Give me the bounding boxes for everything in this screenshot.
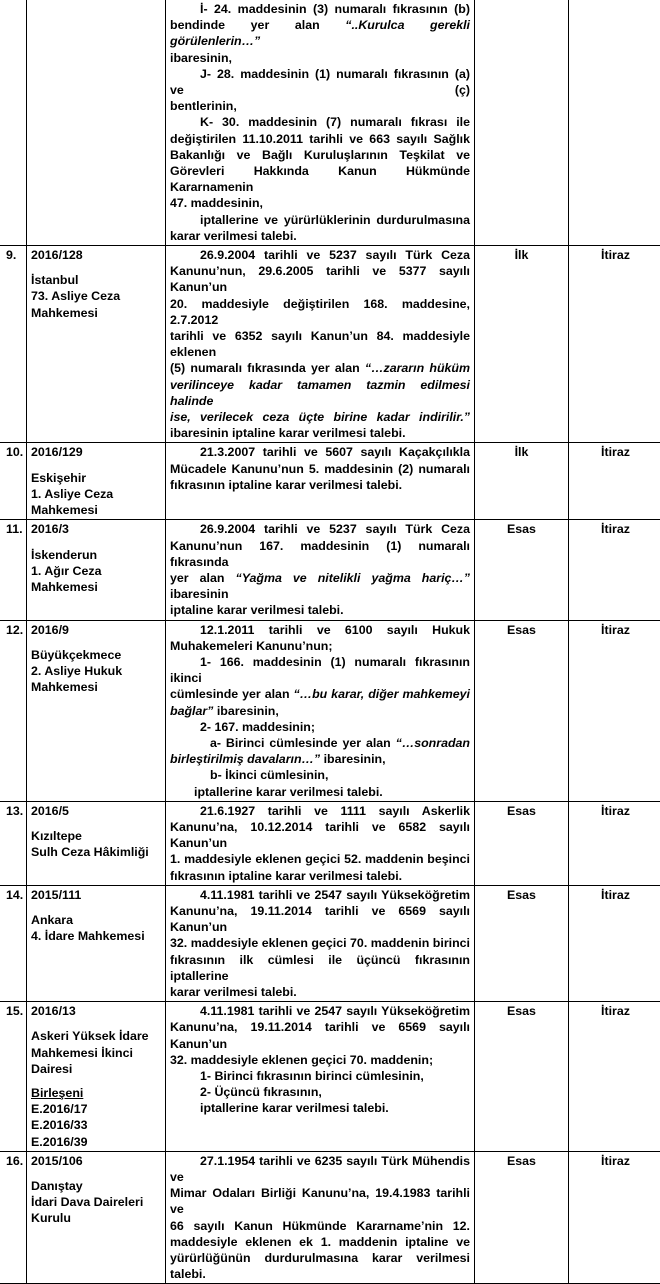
court-line: Mahkemesi (31, 579, 161, 595)
merged-cases (31, 1085, 161, 1150)
court-name (31, 470, 161, 519)
request-text (166, 0, 475, 246)
request-line (170, 784, 470, 800)
request-line (170, 1052, 470, 1068)
case-cell (27, 801, 166, 885)
application-type: İtiraz (569, 1151, 660, 1284)
request-line (170, 1100, 470, 1116)
request-text-part: 12.1.2011 tarihli ve 6100 sayılı Hukuk (200, 623, 470, 637)
request-line (170, 521, 470, 537)
request-text-part: değiştirilen 11.10.2011 tarihli ve 663 sayılı Sağlık (170, 132, 470, 146)
request-text-part: Görevleri Hakkında Kanun Hükmünde Kararnamenin (170, 164, 470, 194)
request-line (170, 66, 470, 98)
court-name (31, 912, 161, 944)
request-text-part: 1- Birinci fıkrasının birinci cümlesinin, (200, 1069, 424, 1083)
request-text-part: 26.9.2004 tarihli ve 5237 sayılı Türk Ceza (200, 248, 470, 262)
request-text (166, 1002, 475, 1152)
request-line (170, 984, 470, 1000)
request-line (170, 887, 470, 903)
case-cell (27, 620, 166, 801)
request-line (170, 247, 470, 263)
request-line (170, 903, 470, 935)
row-number: 15. (0, 1002, 27, 1152)
request-line (170, 851, 470, 867)
request-quote: “…zararın hüküm (365, 361, 470, 375)
request-line (170, 195, 470, 211)
request-text (166, 885, 475, 1001)
request-line (170, 868, 470, 884)
row-number: 11. (0, 520, 27, 620)
request-text-part: 32. maddesiyle eklenen geçici 70. maddenin birinci (170, 936, 470, 950)
case-number: 2016/3 (31, 521, 161, 537)
request-quote: verilinceye kadar tamamen tazmin edilmesi halinde (170, 378, 470, 408)
request-line (170, 703, 470, 719)
request-text-part: Mimar Odaları Birliği Kanunu’na, 19.4.1983 tarihli ve (170, 1186, 470, 1216)
court-name (31, 647, 161, 696)
case-number: 2016/9 (31, 622, 161, 638)
application-type: İtiraz (569, 246, 660, 443)
court-line: 73. Asliye Ceza (31, 288, 161, 304)
request-text-part: iptaline karar verilmesi talebi. (170, 603, 344, 617)
request-line (170, 638, 470, 654)
merged-case-number: E.2016/17 (31, 1101, 161, 1117)
request-quote: “…sonradan (396, 736, 470, 750)
application-type: İtiraz (569, 801, 660, 885)
request-line (170, 50, 470, 66)
case-number: 2016/128 (31, 247, 161, 263)
request-line (170, 686, 470, 702)
request-text-part: 32. maddesiyle eklenen geçici 70. maddenin; (170, 1053, 433, 1067)
table-row (0, 246, 660, 443)
table-row (0, 1002, 660, 1152)
court-name (31, 1028, 161, 1077)
case-cell (27, 1151, 166, 1284)
request-line (170, 1068, 470, 1084)
review-stage: Esas (475, 1002, 569, 1152)
case-number: 2016/13 (31, 1003, 161, 1019)
merged-case-number: E.2016/39 (31, 1134, 161, 1150)
table-row (0, 443, 660, 520)
request-line (170, 328, 470, 360)
request-line (170, 1, 470, 17)
request-text-part: 27.1.1954 tarihli ve 6235 sayılı Türk Mühendis ve (170, 1154, 470, 1184)
court-line: Danıştay (31, 1178, 161, 1194)
request-text-part: 26.9.2004 tarihli ve 5237 sayılı Türk Ceza (200, 522, 470, 536)
merged-case-number: E.2016/33 (31, 1117, 161, 1133)
request-line (170, 751, 470, 767)
court-line: Ankara (31, 912, 161, 928)
request-text (166, 520, 475, 620)
request-text-part: 4.11.1981 tarihli ve 2547 sayılı Yükseköğretim (200, 888, 470, 902)
request-line (170, 1250, 470, 1282)
table-row (0, 620, 660, 801)
table-row (0, 0, 660, 246)
request-text-part: Bakanlığı ve Bağlı Kuruluşlarının Teşkilat ve (170, 148, 470, 162)
request-line (170, 296, 470, 328)
request-quote: birleştirilmiş davaların…” (170, 752, 320, 766)
row-number: 13. (0, 801, 27, 885)
request-text (166, 801, 475, 885)
request-line (170, 1185, 470, 1217)
court-line: İskenderun (31, 547, 161, 563)
request-text-part: iptallerine karar verilmesi talebi. (200, 1101, 389, 1115)
court-line: Mahkemesi (31, 305, 161, 321)
application-type: İtiraz (569, 885, 660, 1001)
request-line (170, 1153, 470, 1185)
table-row (0, 885, 660, 1001)
application-type: İtiraz (569, 620, 660, 801)
review-stage (475, 0, 569, 246)
request-line (170, 17, 470, 49)
request-text-part: Kanunu’nun, 29.6.2005 tarihli ve 5377 sayılı Kanun’un (170, 264, 470, 294)
request-text-part: tarihli ve 6352 sayılı Kanun’un 84. maddesiyle eklenen (170, 329, 470, 359)
request-text-part: bentlerinin, (170, 99, 237, 113)
request-text-part: ibaresinin, (213, 704, 278, 718)
court-name (31, 272, 161, 321)
request-line (170, 654, 470, 686)
court-line: Eskişehir (31, 470, 161, 486)
request-line (170, 409, 470, 425)
case-cell (27, 0, 166, 246)
request-line (170, 263, 470, 295)
review-stage: Esas (475, 1151, 569, 1284)
request-text-part: cümlesinde yer alan (170, 687, 293, 701)
review-stage: Esas (475, 885, 569, 1001)
request-line (170, 461, 470, 477)
request-line (170, 538, 470, 570)
request-text-part: karar verilmesi talebi. (170, 229, 297, 243)
review-stage: İlk (475, 246, 569, 443)
request-line (170, 477, 470, 493)
court-line: Mahkemesi İkinci (31, 1045, 161, 1061)
court-line: Askeri Yüksek İdare (31, 1028, 161, 1044)
case-cell (27, 885, 166, 1001)
review-stage: Esas (475, 520, 569, 620)
request-line (170, 719, 470, 735)
application-type: İtiraz (569, 1002, 660, 1152)
case-number: 2016/5 (31, 803, 161, 819)
request-text (166, 1151, 475, 1284)
case-cell (27, 1002, 166, 1152)
application-type: İtiraz (569, 443, 660, 520)
row-number: 14. (0, 885, 27, 1001)
request-line (170, 1003, 470, 1019)
request-text-part: a- Birinci cümlesinde yer alan (210, 736, 396, 750)
request-text-part: ibaresinin, (320, 752, 385, 766)
court-line: Kızıltepe (31, 828, 161, 844)
request-line (170, 131, 470, 147)
request-text (166, 443, 475, 520)
request-text-part: Kanunu’na, 10.12.2014 tarihli ve 6582 sayılı Kanun’un (170, 820, 470, 850)
request-text-part: K- 30. maddesinin (7) numaralı fıkrası ile (200, 115, 470, 129)
request-text-part: yürürlüğünün durdurulmasına karar verilmesi talebi. (170, 1251, 470, 1281)
request-line (170, 602, 470, 618)
court-line: Mahkemesi (31, 502, 161, 518)
court-line: Dairesi (31, 1061, 161, 1077)
request-quote: “..Kurulca gerekli görülenlerin…” (170, 18, 470, 48)
merged-title: Birleşeni (31, 1085, 161, 1101)
request-text-part: (5) numaralı fıkrasında yer alan (170, 361, 365, 375)
request-line (170, 98, 470, 114)
request-text-part: fıkrasının ilk cümlesi ile üçüncü fıkrasının iptallerine (170, 953, 470, 983)
request-text-part: 2- 167. maddesinin; (200, 720, 315, 734)
request-text-part: fıkrasının iptaline karar verilmesi talebi. (170, 869, 402, 883)
request-text-part: ibaresinin iptaline karar verilmesi talebi. (170, 426, 406, 440)
request-text-part: 21.6.1927 tarihli ve 1111 sayılı Askerlik (200, 804, 470, 818)
court-line: İstanbul (31, 272, 161, 288)
request-text-part: iptallerine ve yürürlüklerinin durdurulmasına (200, 213, 470, 227)
court-line: Sulh Ceza Hâkimliği (31, 844, 161, 860)
request-line (170, 803, 470, 819)
request-text-part: Kanunu’na, 19.11.2014 tarihli ve 6569 sayılı Kanun’un (170, 904, 470, 934)
request-text-part: fıkrasının iptaline karar verilmesi talebi. (170, 478, 402, 492)
request-line (170, 377, 470, 409)
row-number (0, 0, 27, 246)
request-text-part: 1. maddesiyle eklenen geçici 52. maddenin beşinci (170, 852, 470, 866)
court-name (31, 828, 161, 860)
request-line (170, 147, 470, 163)
request-text-part: iptallerine karar verilmesi talebi. (194, 785, 383, 799)
request-line (170, 425, 470, 441)
request-line (170, 212, 470, 228)
case-number: 2015/111 (31, 887, 161, 903)
table-row (0, 801, 660, 885)
request-line (170, 444, 470, 460)
request-quote: ise, verilecek ceza üçte birine kadar indirilir.” (170, 410, 470, 424)
request-text-part: ibaresinin (170, 587, 229, 601)
request-text-part: b- İkinci cümlesinin, (210, 768, 328, 782)
request-text-part: bendinde yer alan (170, 18, 345, 32)
request-line (170, 819, 470, 851)
request-line (170, 1234, 470, 1250)
court-name (31, 1178, 161, 1227)
request-line (170, 622, 470, 638)
request-text-part: ibaresinin, (170, 51, 232, 65)
case-number: 2015/106 (31, 1153, 161, 1169)
request-line (170, 1019, 470, 1051)
row-number: 16. (0, 1151, 27, 1284)
row-number: 9. (0, 246, 27, 443)
review-stage: Esas (475, 620, 569, 801)
case-cell (27, 520, 166, 620)
court-line: Büyükçekmece (31, 647, 161, 663)
request-text-part: 2- Üçüncü fıkrasının, (200, 1085, 322, 1099)
case-number: 2016/129 (31, 444, 161, 460)
request-text-part: 4.11.1981 tarihli ve 2547 sayılı Yükseköğretim (200, 1004, 470, 1018)
court-line: 1. Asliye Ceza (31, 486, 161, 502)
request-line (170, 570, 470, 602)
table-row (0, 520, 660, 620)
request-text-part: karar verilmesi talebi. (170, 985, 297, 999)
request-text-part: maddesiyle eklenen ek 1. maddenin iptaline ve (170, 1235, 470, 1249)
request-text-part: Muhakemeleri Kanunu’nun; (170, 639, 332, 653)
request-text-part: İ- 24. maddesinin (3) numaralı fıkrasının (b) (200, 2, 470, 16)
request-line (170, 360, 470, 376)
request-text-part: J- 28. maddesinin (1) numaralı fıkrasının (a) ve (ç) (170, 67, 470, 97)
court-line: 4. İdare Mahkemesi (31, 928, 161, 944)
row-number: 12. (0, 620, 27, 801)
case-cell (27, 443, 166, 520)
request-text-part: 21.3.2007 tarihli ve 5607 sayılı Kaçakçılıkla (200, 445, 470, 459)
request-text-part: 1- 166. maddesinin (1) numaralı fıkrasının ikinci (170, 655, 470, 685)
request-text-part: Mücadele Kanunu’nun 5. maddesinin (2) numaralı (170, 462, 470, 476)
court-line: İdari Dava Daireleri (31, 1194, 161, 1210)
request-text-part: Kanunu’na, 19.11.2014 tarihli ve 6569 sayılı Kanun’un (170, 1020, 470, 1050)
court-line: 2. Asliye Hukuk (31, 663, 161, 679)
request-text (166, 246, 475, 443)
request-line (170, 767, 470, 783)
request-quote: “…bu karar, diğer mahkemeyi (293, 687, 470, 701)
case-cell (27, 246, 166, 443)
court-line: 1. Ağır Ceza (31, 563, 161, 579)
request-text-part: Kanunu’nun 167. maddesinin (1) numaralı fıkrasında (170, 539, 470, 569)
review-stage: İlk (475, 443, 569, 520)
request-text-part: 47. maddesinin, (170, 196, 263, 210)
application-type: İtiraz (569, 520, 660, 620)
court-line: Kurulu (31, 1210, 161, 1226)
request-quote: bağlar” (170, 704, 213, 718)
review-stage: Esas (475, 801, 569, 885)
request-text-part: 66 sayılı Kanun Hükmünde Kararname’nin 12. (170, 1219, 470, 1233)
request-text-part: yer alan (170, 571, 236, 585)
request-line (170, 228, 470, 244)
request-line (170, 163, 470, 195)
table-row (0, 1151, 660, 1284)
application-type (569, 0, 660, 246)
request-text-part: 20. maddesiyle değiştirilen 168. maddesine, 2.7.2012 (170, 297, 470, 327)
row-number: 10. (0, 443, 27, 520)
request-line (170, 1218, 470, 1234)
request-line (170, 952, 470, 984)
request-line (170, 114, 470, 130)
court-line: Mahkemesi (31, 679, 161, 695)
request-text (166, 620, 475, 801)
court-name (31, 547, 161, 596)
request-line (170, 935, 470, 951)
request-line (170, 1084, 470, 1100)
request-line (170, 735, 470, 751)
request-quote: “Yağma ve nitelikli yağma hariç…” (236, 571, 471, 585)
